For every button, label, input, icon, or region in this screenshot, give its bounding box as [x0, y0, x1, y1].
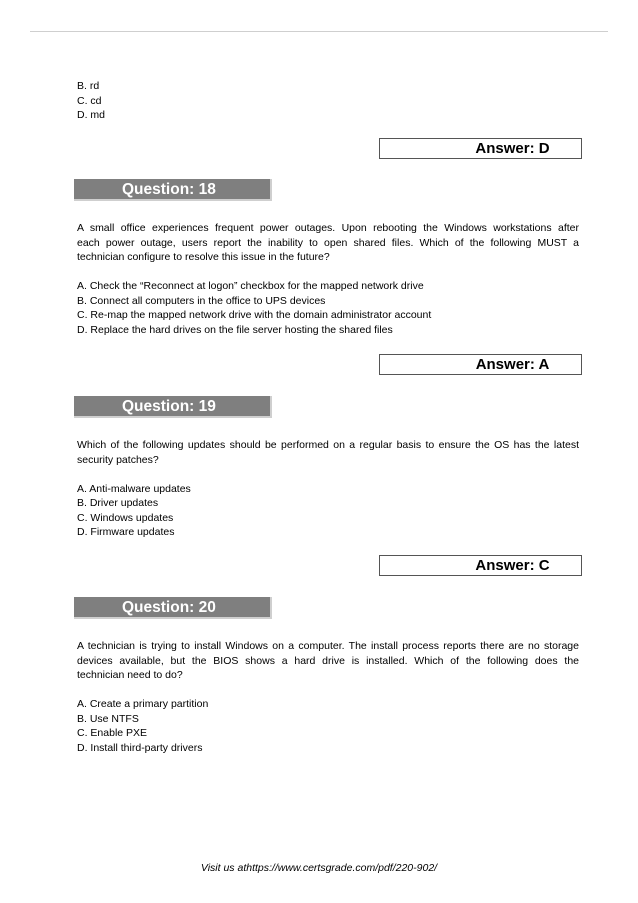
option-d: D. md: [77, 109, 106, 121]
answer-label: Answer: A: [475, 356, 550, 373]
option-c: C. cd: [77, 94, 102, 107]
option-c: C. Windows updates: [77, 511, 174, 524]
answer-box-q19: [379, 555, 582, 576]
option-b: B. Connect all computers in the office to UPS devices: [77, 294, 326, 307]
option-a: A. Check the “Reconnect at logon” checkbox for the mapped network drive: [77, 280, 424, 292]
previous-question-options: [77, 79, 579, 123]
answer-box-q18: [379, 354, 582, 375]
question-header-20: Question: 20: [74, 597, 272, 619]
question-text-line: technician configure to resolve this issue in the future?: [77, 251, 330, 263]
question-text-line: technician need to do?: [77, 669, 183, 681]
option-d: D. Firmware updates: [77, 526, 175, 538]
option-c: C. Re-map the mapped network drive with the domain administrator account: [77, 309, 432, 321]
option-b: B. Use NTFS: [77, 712, 139, 725]
option-a: A. Anti-malware updates: [77, 482, 191, 495]
question-header-18: Question: 18: [74, 179, 272, 201]
question-19-body: [77, 438, 579, 540]
question-header-19: Question: 19: [74, 396, 272, 418]
footer-link[interactable]: Visit us athttps://www.certsgrade.com/pdf/220-902/: [200, 862, 438, 874]
question-text-line: devices available, but the BIOS shows a hard drive is installed. Which of the following does the: [77, 654, 579, 667]
answer-label: Answer: C: [475, 557, 550, 574]
question-text-line: A small office experiences frequent power outages. Upon rebooting the Windows workstations after: [77, 222, 579, 234]
option-b: B. rd: [77, 80, 100, 92]
top-divider: [30, 31, 608, 32]
question-text-line: Which of the following updates should be performed on a regular basis to ensure the OS has the latest: [77, 439, 579, 451]
option-a: A. Create a primary partition: [77, 698, 209, 710]
option-d: D. Replace the hard drives on the file server hosting the shared files: [77, 323, 393, 336]
option-d: D. Install third-party drivers: [77, 741, 203, 754]
question-text-line: each power outage, users report the inability to open shared files. Which of the following MUST a: [77, 236, 579, 249]
answer-label: Answer: D: [475, 140, 550, 157]
question-18-body: [77, 221, 579, 337]
option-b: B. Driver updates: [77, 497, 159, 509]
answer-box-q17: [379, 138, 582, 159]
question-20-body: [77, 639, 579, 755]
option-c: C. Enable PXE: [77, 727, 148, 739]
question-text-line: A technician is trying to install Windows on a computer. The install process reports there are no storage: [77, 640, 579, 652]
question-text-line: security patches?: [77, 453, 159, 466]
